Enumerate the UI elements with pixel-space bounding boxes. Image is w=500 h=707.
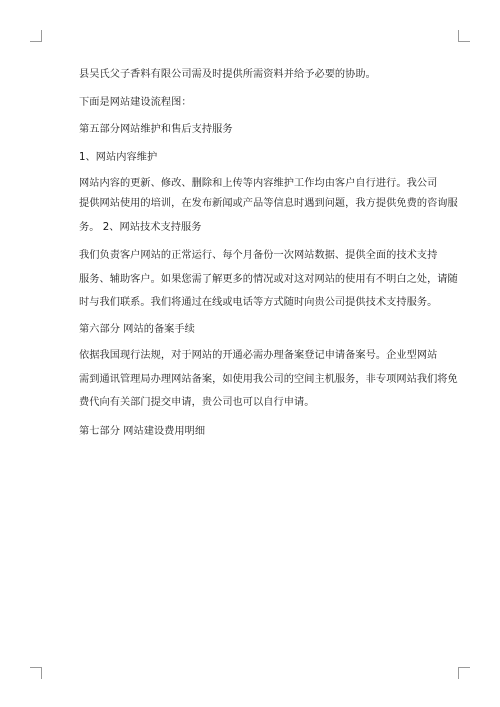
paragraph-line: 依据我国现行法规，对于网站的开通必需办理备案登记申请备案号。企业型网站 (79, 350, 438, 361)
paragraph-line: 服务、辅助客户。如果您需了解更多的情况或对这对网站的使用有不明白之处，请随 (79, 274, 458, 285)
crop-mark-bottom-right (458, 667, 470, 679)
paragraph-line: 网站内容的更新、修改、删除和上传等内容维护工作均由客户自行进行。我公司 (79, 178, 438, 189)
paragraph-line: 县吴氏父子香料有限公司需及时提供所需资料并给予必要的协助。 (79, 69, 376, 80)
paragraph-line: 时与我们联系。我们将通过在线或电话等方式随时向贵公司提供技术支持服务。 (79, 297, 438, 308)
paragraph-line: 提供网站使用的培训，在发布新闻或产品等信息时遇到问题，我方提供免费的咨询服 (79, 198, 458, 209)
section-heading: 第七部分 网站建设费用明细 (79, 426, 206, 437)
paragraph-line: 务。 2、网站技术支持服务 (79, 222, 202, 233)
paragraph-line: 费代向有关部门提交申请，贵公司也可以自行申请。 (79, 397, 315, 408)
paragraph-line: 下面是网站建设流程图： (79, 97, 192, 108)
crop-mark-bottom-left (30, 667, 42, 679)
subsection-heading: 1、网站内容维护 (79, 152, 158, 163)
section-heading: 第六部分 网站的备案手续 (79, 324, 195, 335)
paragraph-line: 需到通讯管理局办理网站备案，如使用我公司的空间主机服务，非专项网站我们将免 (79, 374, 458, 385)
section-heading: 第五部分网站维护和售后支持服务 (79, 124, 233, 135)
paragraph-line: 我们负责客户网站的正常运行、每个月备份一次网站数据、提供全面的技术支持 (79, 250, 438, 261)
crop-mark-top-right (458, 30, 470, 42)
crop-mark-top-left (30, 30, 42, 42)
